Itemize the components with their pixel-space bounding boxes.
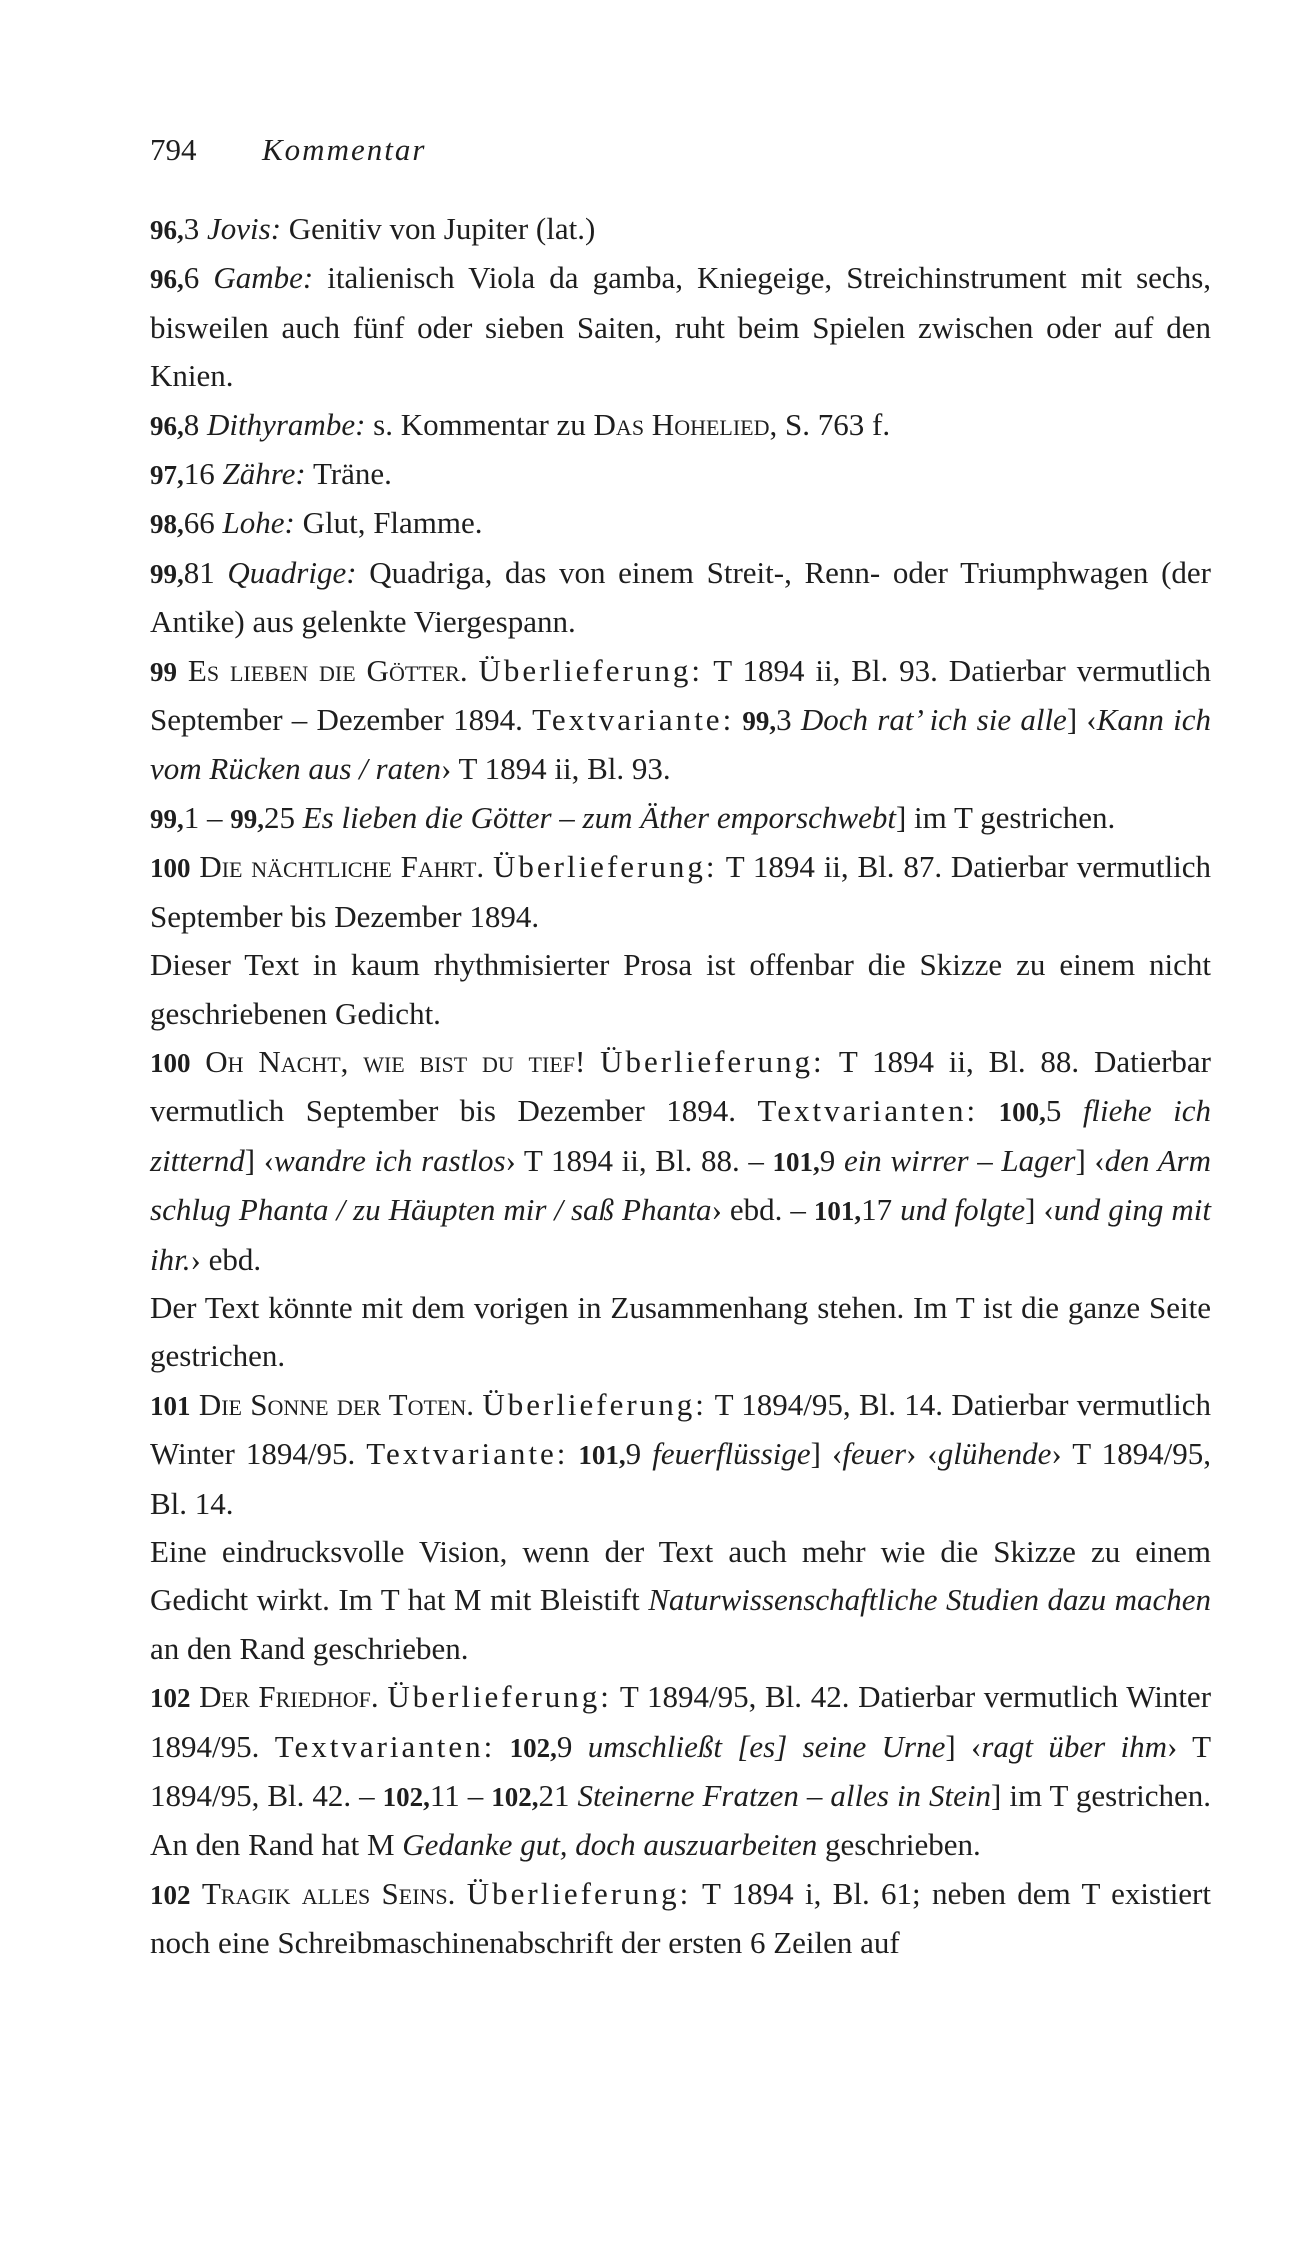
poem-title: Die nächtliche Fahrt: [199, 849, 477, 885]
line-number: 21: [538, 1778, 570, 1813]
lemma: Doch rat’ ich sie alle: [791, 702, 1067, 738]
ueberlieferung-label: Überlieferung:: [600, 1043, 825, 1079]
ueberlieferung-text: T 1894/95, Bl. 42. Datierbar vermutlich Winter 1894/95.: [150, 1679, 1212, 1764]
line-ref: 99,: [230, 803, 264, 834]
line-ref: 99,: [734, 706, 777, 737]
variant-source: › ebd.: [190, 1241, 262, 1277]
margin-note: Gedanke gut, doch auszuarbeiten: [402, 1827, 818, 1863]
line-ref: 101,: [813, 1196, 862, 1227]
poem-title: Oh Nacht, wie bist du tief!: [205, 1043, 586, 1079]
ueberlieferung-text: T 1894 ii, Bl. 88. Datierbar vermutlich September bis Dezember 1894.: [150, 1043, 1212, 1129]
lemma: seine Urne: [787, 1728, 946, 1764]
variants-label: Textvarianten:: [274, 1728, 496, 1764]
running-head: Kommentar: [262, 132, 427, 167]
variant-sep: ] ‹: [810, 1436, 843, 1472]
line-ref: 99,: [150, 558, 184, 589]
note-text: geschrieben.: [817, 1827, 981, 1863]
line-number: 1: [183, 799, 200, 835]
section-comment: Dieser Text in kaum rhythmisierter Prosa ist offenbar die Skizze zu einem nicht geschriebenen Gedicht.: [150, 947, 1211, 1031]
lemma: Dithyrambe:: [207, 406, 366, 442]
line-ref: 101,: [568, 1440, 626, 1471]
variant-reading: und ging mit ihr.: [150, 1192, 1211, 1277]
ueberlieferung-label: Überlieferung:: [492, 849, 718, 885]
variants-label: Textvariante:: [532, 702, 735, 738]
line-number: 11: [429, 1778, 460, 1813]
note-text: ] im T gestrichen. An den Rand hat M: [150, 1778, 1211, 1863]
poem-title: Tragik alles Seins: [201, 1875, 448, 1911]
margin-note: Naturwissenschaftliche Studien dazu machen: [648, 1582, 1212, 1618]
variant-reading: ragt über ihm: [981, 1728, 1167, 1764]
page-ref: 99: [150, 656, 177, 687]
line-ref: 102,: [491, 1782, 539, 1812]
ueberlieferung-label: Überlieferung:: [466, 1875, 692, 1911]
page-ref: 102: [150, 1683, 191, 1714]
gloss: italienisch Viola da gamba, Kniegeige, Streichinstrument mit sechs, bisweilen auch fünf oder sieben Saiten, ruht beim Spielen zwischen oder auf den Knien.: [150, 260, 1212, 394]
variant-source: › T 1894/95, Bl. 42. –: [150, 1728, 1212, 1813]
ueberlieferung-text: T 1894 i, Bl. 61; neben dem T existiert noch eine Schreibmaschinenabschrift der ersten 6 Zeilen auf: [150, 1875, 1211, 1961]
lemma: Quadrige:: [227, 554, 357, 590]
section-tragik-alles-seins: 102 Tragik alles Seins. Überlieferung: T 1894 i, Bl. 61; neben dem T existiert noch eine Schreibmaschinenabschrift der ersten 6 Zeilen auf: [150, 1875, 1211, 1961]
running-header: [150, 132, 1210, 182]
range-dash: –: [199, 799, 231, 835]
entry-zaehre: [150, 450, 1211, 499]
gloss: Quadriga, das von einem Streit-, Renn- oder Triumphwagen (der Antike) aus gelenkte Viergespann.: [150, 554, 1211, 640]
note-gestrichen: [150, 794, 1211, 843]
variant-sep: ] ‹: [1025, 1192, 1054, 1228]
gloss: s. Kommentar zu: [365, 406, 594, 442]
section-es-lieben-die-goetter: 99 Es lieben die Götter. Überlieferung: T 1894 ii, Bl. 93. Datierbar vermutlich September – Dezember 1894. Textvariante: 99,3 Doch rat’ ich sie alle] ‹Kann ich vom Rücken aus / raten› T 1894 ii, Bl. 93.: [150, 652, 1212, 787]
lemma: fliehe ich zitternd: [150, 1093, 1212, 1178]
gloss: Glut, Flamme.: [294, 505, 483, 541]
section-comment: Der Text könnte mit dem vorigen in Zusammenhang stehen. Im T ist die ganze Seite gestrichen.: [150, 1289, 1211, 1374]
line-ref: 96,: [150, 215, 184, 245]
entry-lohe: [150, 499, 1211, 548]
line-number: 25: [264, 799, 295, 835]
ueberlieferung-text: T 1894/95, Bl. 14. Datierbar vermutlich Winter 1894/95.: [150, 1386, 1211, 1472]
line-ref: 100,: [978, 1097, 1046, 1128]
variant-source: › ebd. –: [711, 1192, 814, 1228]
entry-gambe: [150, 254, 1211, 400]
line-number: 3: [776, 702, 792, 738]
gloss: Genitiv von Jupiter (lat.): [281, 211, 596, 246]
line-ref: 97,: [150, 460, 184, 491]
variants-label: Textvariante:: [366, 1436, 569, 1472]
range-dash: –: [459, 1778, 492, 1813]
ueberlieferung-text: T 1894 ii, Bl. 87. Datierbar vermutlich September bis Dezember 1894.: [150, 849, 1212, 934]
entry-quadrige: [150, 549, 1211, 647]
line-ref: 98,: [150, 509, 184, 540]
variant-sep: ] ‹: [244, 1142, 275, 1178]
page-ref: 101: [150, 1390, 191, 1421]
section-der-friedhof: 102 Der Friedhof. Überlieferung: T 1894/95, Bl. 42. Datierbar vermutlich Winter 1894/95. Textvarianten: 102,9 umschließt [es] seine Urne] ‹ragt über ihm› T 1894/95, Bl. 42. – 102,11 – 102,21 Steinerne Fratzen – alles in Stein] im T gestrichen. An den Rand hat M Gedanke gut, doch auszuarbeiten geschrieben.: [150, 1679, 1212, 1863]
line-ref: 102,: [382, 1782, 430, 1812]
lemma: umschließt: [572, 1728, 738, 1764]
entry-dithyrambe: [150, 401, 1211, 450]
section-comment: [150, 1528, 1211, 1673]
lemma: Jovis:: [207, 211, 282, 246]
line-ref: 101,: [772, 1146, 820, 1177]
line-number: 9: [625, 1436, 642, 1472]
variant-sep: ] ‹: [1075, 1142, 1105, 1178]
ueberlieferung-label: Überlieferung:: [478, 652, 703, 688]
line-ref: 102,: [495, 1732, 557, 1763]
entry-jovis: [150, 205, 1211, 254]
line-number: 9: [819, 1142, 836, 1178]
comment-text: Eine eindrucksvolle Vision, wenn der Text auch mehr wie die Skizze zu einem Gedicht wirkt. Im T hat M mit Bleistift: [150, 1533, 1211, 1618]
lemma: und folgte: [892, 1192, 1026, 1228]
variant-reading: Kann ich vom Rücken aus / raten: [150, 702, 1211, 787]
gloss-end: , S. 763 f.: [769, 406, 891, 442]
note-text: ] im T gestrichen.: [895, 799, 1116, 835]
ueberlieferung-text: T 1894 ii, Bl. 93. Datierbar vermutlich September – Dezember 1894.: [150, 652, 1212, 738]
variant-reading: glühende: [937, 1436, 1052, 1472]
poem-title: Der Friedhof: [199, 1679, 371, 1715]
line-number: 81: [183, 554, 215, 590]
page-number: 794: [150, 132, 197, 167]
lemma: ein wirrer – Lager: [835, 1142, 1076, 1178]
commentary-body: [150, 205, 1211, 1968]
variant-source: › T 1894/95, Bl. 14.: [150, 1436, 1211, 1521]
line-number: 9: [556, 1728, 573, 1764]
lemma: Steinerne Fratzen – alles in Stein: [569, 1778, 992, 1813]
line-number: 17: [861, 1192, 893, 1228]
variant-reading: feuer: [842, 1436, 907, 1472]
section-oh-nacht: [150, 1038, 1211, 1284]
page-ref: 100: [150, 1047, 191, 1078]
variant-source: › T 1894 ii, Bl. 93.: [440, 751, 671, 787]
ueberlieferung-label: Überlieferung:: [387, 1679, 612, 1715]
poem-title: Es lieben die Götter: [187, 652, 460, 688]
lemma: Lohe:: [222, 505, 295, 541]
poem-title: Die Sonne der Toten: [198, 1386, 467, 1422]
line-number: 3: [183, 211, 200, 246]
lemma: Zähre:: [222, 456, 306, 492]
line-ref: 96,: [150, 264, 184, 295]
ueberlieferung-label: Überlieferung:: [482, 1386, 707, 1422]
line-number: 6: [183, 260, 200, 296]
section-die-sonne-der-toten: 101 Die Sonne der Toten. Überlieferung: T 1894/95, Bl. 14. Datierbar vermutlich Winter 1894/95. Textvariante: 101,9 feuerflüssige] ‹feuer› ‹glühende› T 1894/95, Bl. 14.: [150, 1386, 1211, 1521]
variant-reading: wandre ich rastlos: [274, 1142, 506, 1178]
variant-reading: den Arm schlug Phanta / zu Häupten mir / saß Phanta: [150, 1142, 1212, 1228]
gloss: Träne.: [305, 456, 392, 492]
page-ref: 100: [150, 853, 191, 884]
comment-text: an den Rand geschrieben.: [150, 1630, 469, 1666]
lemma: feuerflüssige: [641, 1436, 811, 1472]
line-ref: 96,: [150, 410, 184, 441]
page-ref: 102: [150, 1879, 191, 1910]
variant-sep: › ‹: [906, 1436, 938, 1472]
cross-ref-title: Das Hohelied: [593, 406, 770, 442]
lemma: Es lieben die Götter – zum Äther emporschwebt: [295, 799, 896, 835]
editorial-insertion: [es]: [737, 1728, 788, 1764]
line-number: 5: [1045, 1093, 1062, 1129]
line-number: 16: [183, 456, 215, 492]
section-die-naechtliche-fahrt: 100 Die nächtliche Fahrt. Überlieferung: T 1894 ii, Bl. 87. Datierbar vermutlich September bis Dezember 1894.: [150, 849, 1212, 934]
line-ref: 99,: [150, 803, 184, 834]
lemma: Gambe:: [213, 260, 314, 296]
line-number: 66: [183, 505, 215, 541]
variants-label: Textvarianten:: [757, 1093, 979, 1129]
variant-sep: ] ‹: [945, 1728, 982, 1764]
variant-source: › T 1894 ii, Bl. 88. –: [505, 1142, 773, 1178]
line-number: 8: [183, 406, 200, 442]
variant-sep: ] ‹: [1066, 702, 1097, 738]
